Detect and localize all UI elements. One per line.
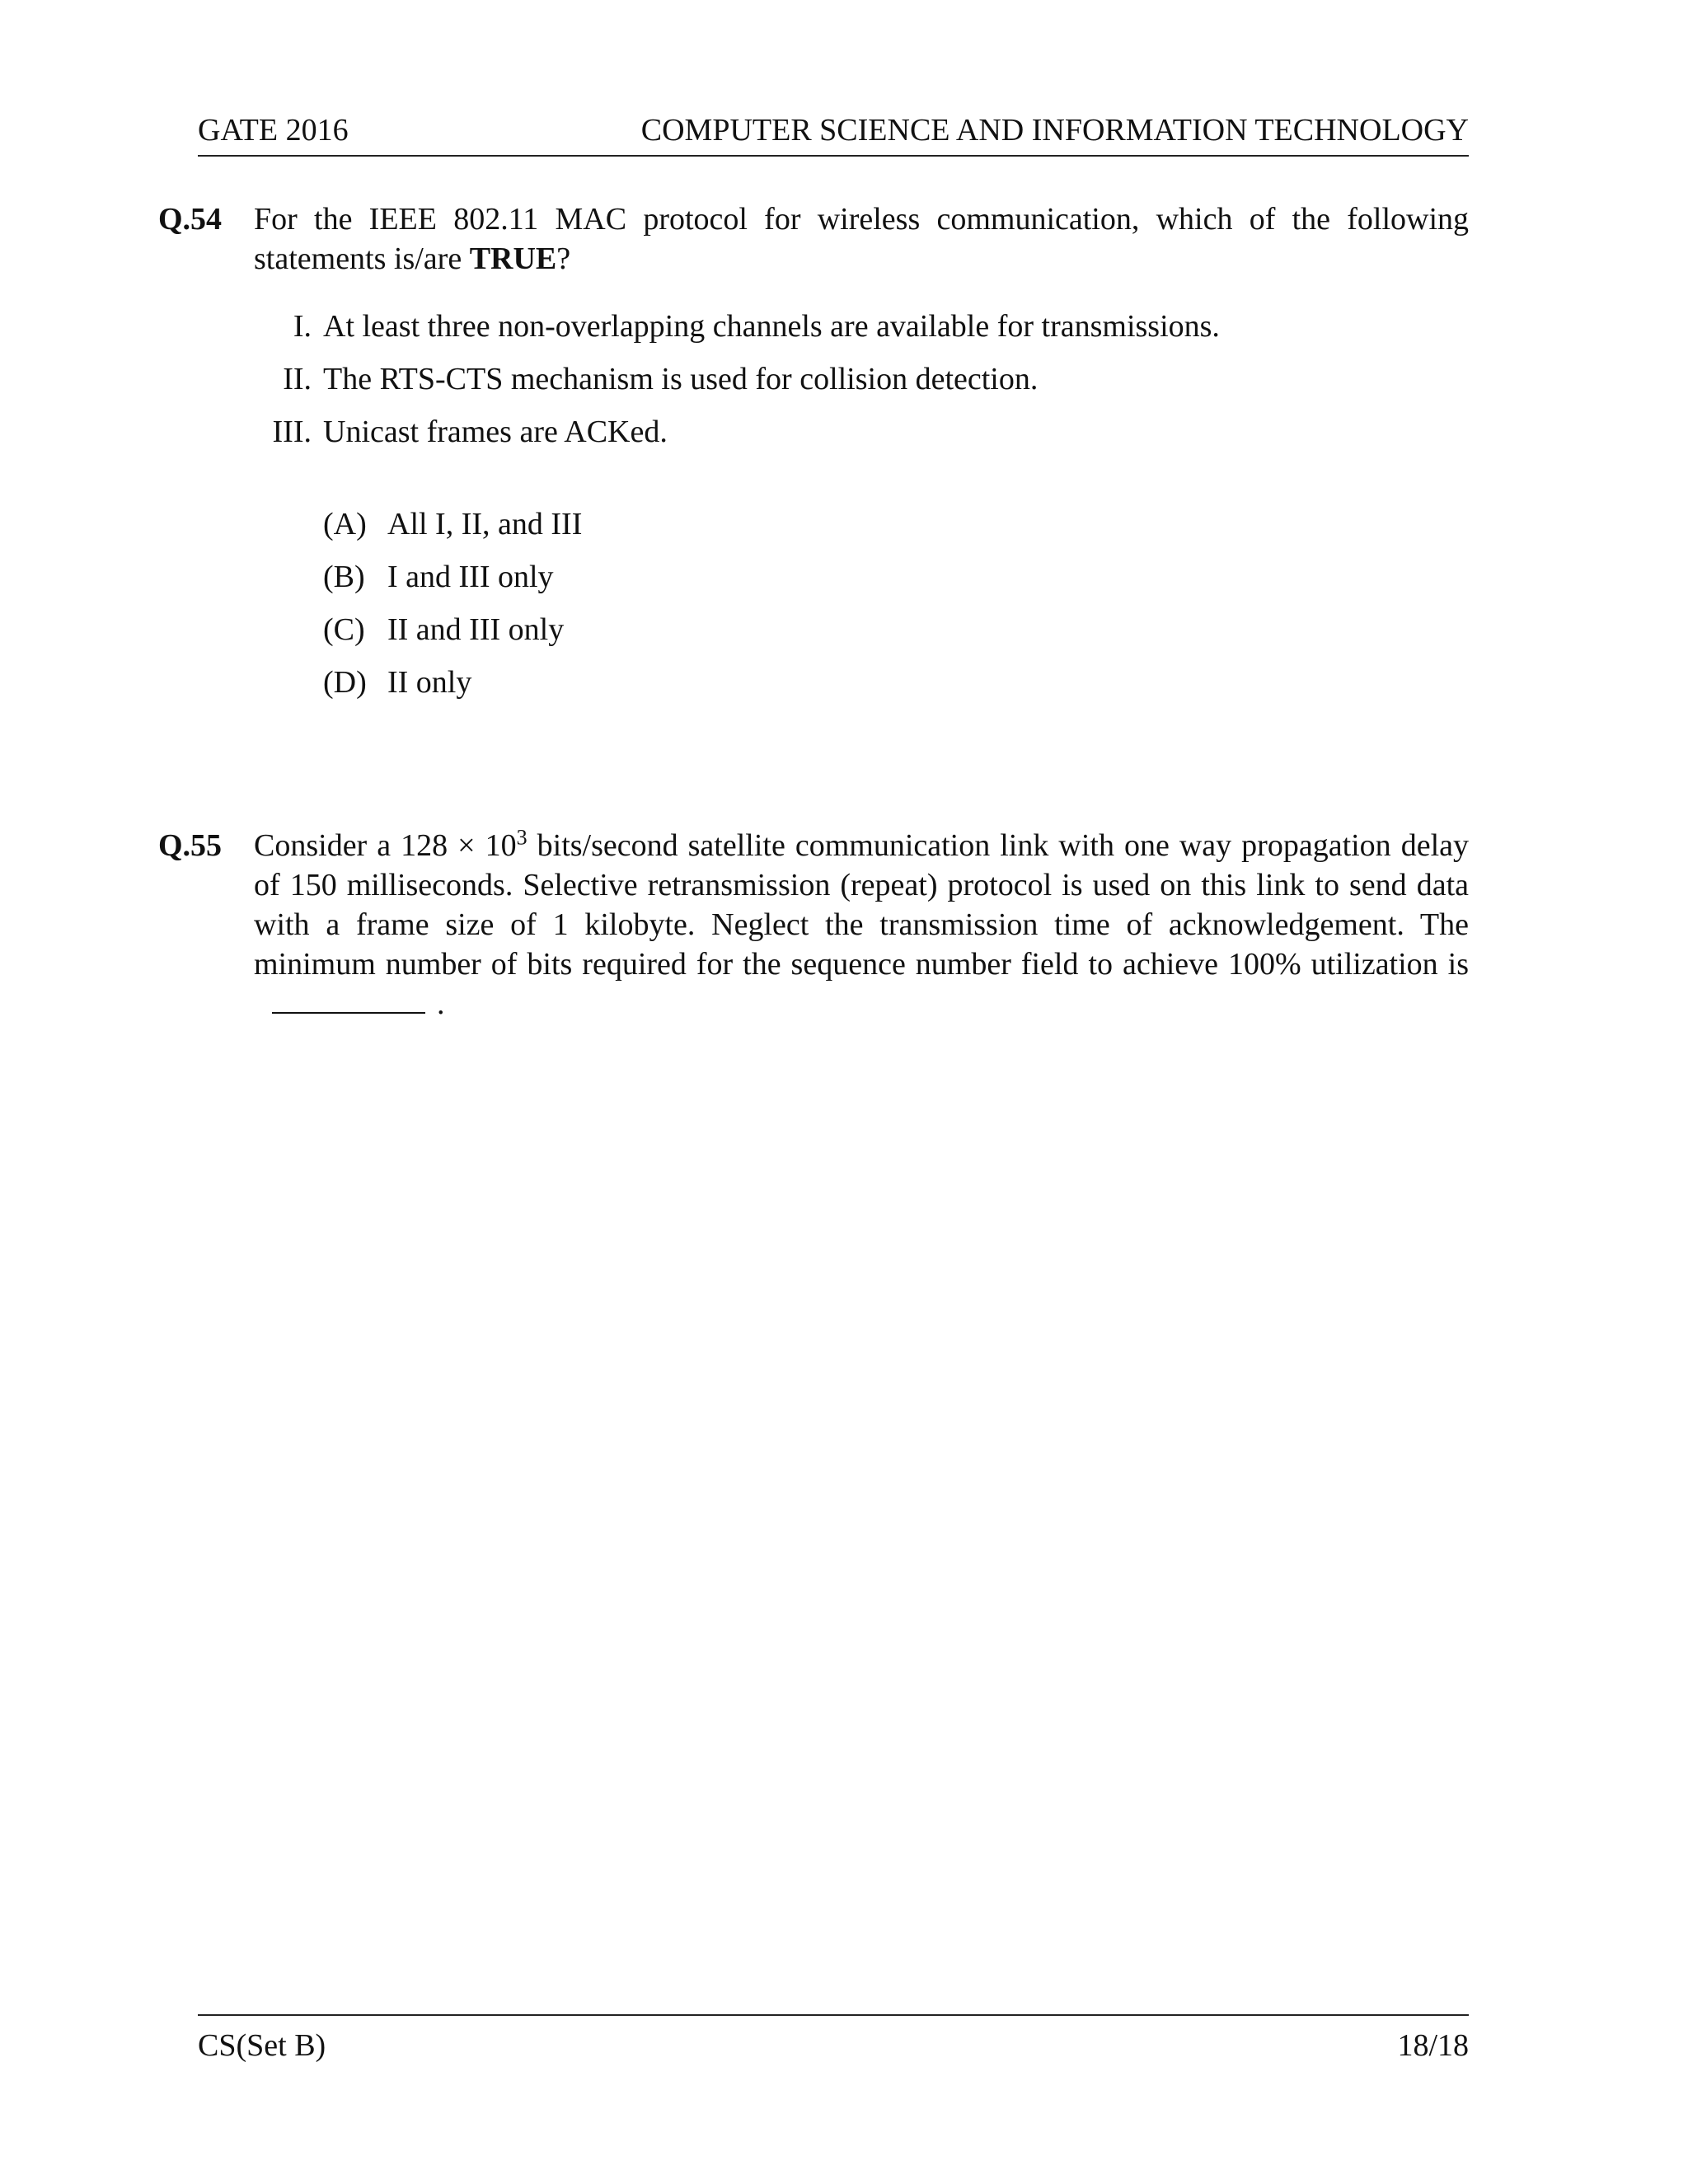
statement-ii — [283, 359, 1039, 399]
question-number: Q.55 — [158, 828, 223, 863]
emphasis-true: TRUE — [469, 241, 557, 276]
question-text: For the IEEE 802.11 MAC protocol for wireless communication, which of the following statements is/are TRUE? — [254, 202, 1469, 276]
answer-blank[interactable] — [272, 987, 425, 1014]
option-label: (C) — [323, 612, 365, 647]
option-b[interactable] — [323, 557, 554, 597]
question-text: Consider a $128 \times 10^3$ bits/second satellite communication link with one way propagation delay of 150 milliseconds. Selective retransmission (repeat) protocol is used on this link to send data with a frame size of 1 kilobyte. Neglect the transmission time of acknowledgement. The minimum number of bits required for the sequence number field to achieve 100% utilization is. — [254, 825, 1469, 1021]
statement-numeral: II. — [283, 362, 312, 396]
page-header — [198, 112, 1469, 157]
option-d[interactable] — [323, 663, 471, 702]
statement-numeral: III. — [272, 415, 312, 449]
option-text: All I, II, and III — [387, 507, 583, 541]
option-label: (D) — [323, 665, 367, 700]
statement-text: At least three non-overlapping channels are available for transmissions. — [323, 309, 1220, 344]
page-footer — [198, 2014, 1469, 2065]
option-text: I and III only — [387, 560, 554, 594]
option-text: II only — [387, 665, 472, 700]
exponent: 3 — [516, 825, 528, 850]
question-number: Q.54 — [158, 202, 223, 237]
statement-numeral: I. — [293, 309, 312, 344]
exam-title: GATE 2016 — [198, 113, 349, 148]
statement-i — [293, 307, 1220, 346]
option-a[interactable] — [323, 504, 582, 544]
option-text: II and III only — [387, 612, 565, 647]
option-c[interactable] — [323, 610, 564, 649]
paper-set: CS(Set B) — [198, 2028, 326, 2063]
page-number: 18/18 — [1397, 2028, 1469, 2063]
statement-iii — [272, 412, 668, 452]
statement-text: The RTS-CTS mechanism is used for collision detection. — [323, 362, 1039, 396]
option-label: (A) — [323, 507, 367, 541]
statement-text: Unicast frames are ACKed. — [323, 415, 668, 449]
option-label: (B) — [323, 560, 365, 594]
paper-subject: COMPUTER SCIENCE AND INFORMATION TECHNOLOGY — [640, 113, 1469, 148]
